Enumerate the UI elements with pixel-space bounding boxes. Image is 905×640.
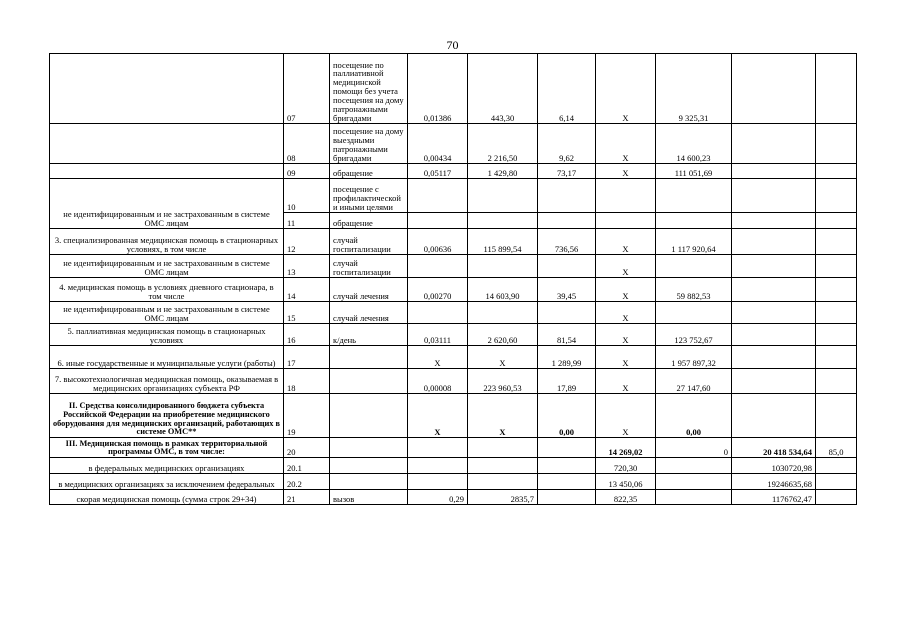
cell-share [816,324,857,346]
cell-budget-total [656,213,732,229]
cell-oms-total [732,324,816,346]
cell-norm: 0,00008 [408,369,468,394]
cell-oms-total [732,278,816,302]
cell-per-capita [538,490,596,505]
row-description: не идентифицированным и не застрахованным в системе ОМС лицам [50,255,284,278]
row-number: 10 [284,179,330,213]
row-number: 13 [284,255,330,278]
cell-cost: 223 960,53 [468,369,538,394]
cell-oms-total [732,179,816,213]
cell-budget-total: 0,00 [656,394,732,438]
cell-cost: 115 899,54 [468,229,538,255]
cell-per-capita [538,255,596,278]
cell-cost: X [468,394,538,438]
cell-per-capita: 9,62 [538,124,596,164]
table-row [50,179,857,213]
row-number: 20.2 [284,474,330,490]
cell-oms-per-capita: 720,30 [596,458,656,474]
cell-norm [408,458,468,474]
cell-budget-total [656,458,732,474]
cell-oms-per-capita: 14 269,02 [596,438,656,458]
cell-norm: 0,00636 [408,229,468,255]
row-unit [330,458,408,474]
table-row [50,278,857,302]
page-number: 70 [446,38,459,52]
table-row [50,346,857,369]
cell-oms-total [732,346,816,369]
cell-cost [468,438,538,458]
cell-cost [468,255,538,278]
cell-per-capita: 81,54 [538,324,596,346]
cell-norm [408,438,468,458]
cell-cost: 2835,7 [468,490,538,505]
row-description [50,124,284,164]
row-number: 07 [284,54,330,124]
row-unit [330,369,408,394]
cell-per-capita: 6,14 [538,54,596,124]
cell-per-capita: 736,56 [538,229,596,255]
cell-per-capita [538,458,596,474]
row-number: 14 [284,278,330,302]
cell-share [816,255,857,278]
cell-oms-total [732,229,816,255]
cell-oms-per-capita: 13 450,06 [596,474,656,490]
cell-budget-total [656,179,732,213]
row-unit [330,346,408,369]
row-unit: посещение на дому выездными патронажными бригадами [330,124,408,164]
cell-share [816,54,857,124]
cell-oms-per-capita: X [596,394,656,438]
cell-oms-per-capita: 822,35 [596,490,656,505]
cell-cost [468,458,538,474]
row-description [50,54,284,124]
row-number: 21 [284,490,330,505]
row-unit: случай лечения [330,278,408,302]
cell-share [816,302,857,324]
cell-share [816,490,857,505]
cell-oms-per-capita: X [596,324,656,346]
row-description: III. Медицинская помощь в рамках территориальной программы ОМС, в том числе: [50,438,284,458]
row-number: 09 [284,164,330,179]
cell-norm: 0,01386 [408,54,468,124]
cell-cost [468,474,538,490]
cell-oms-per-capita: X [596,124,656,164]
cell-cost: 14 603,90 [468,278,538,302]
cell-oms-total [732,164,816,179]
row-unit [330,474,408,490]
cell-per-capita: 17,89 [538,369,596,394]
cell-norm: 0,03111 [408,324,468,346]
row-unit: обращение [330,164,408,179]
cell-budget-total [656,302,732,324]
cell-norm: 0,00270 [408,278,468,302]
cell-cost: 2 620,60 [468,324,538,346]
cell-share [816,229,857,255]
cell-budget-total: 1 117 920,64 [656,229,732,255]
cell-norm [408,213,468,229]
cell-budget-total [656,474,732,490]
cell-oms-total [732,369,816,394]
cell-budget-total: 1 957 897,32 [656,346,732,369]
row-description: не идентифицированным и не застрахованным в системе ОМС лицам [50,302,284,324]
cell-oms-total: 20 418 534,64 [732,438,816,458]
cell-per-capita: 1 289,99 [538,346,596,369]
cell-oms-per-capita: X [596,54,656,124]
cell-norm [408,255,468,278]
cell-norm [408,302,468,324]
cell-norm: 0,05117 [408,164,468,179]
cell-oms-total [732,213,816,229]
table-row [50,490,857,505]
table-row [50,438,857,458]
cell-oms-total [732,255,816,278]
row-description: в федеральных медицинских организациях [50,458,284,474]
data-table [49,53,857,505]
row-unit: случай госпитализации [330,229,408,255]
cell-per-capita [538,474,596,490]
table-row [50,394,857,438]
row-number: 18 [284,369,330,394]
row-number: 20.1 [284,458,330,474]
row-number: 15 [284,302,330,324]
cell-budget-total [656,255,732,278]
table-row [50,458,857,474]
row-description [50,164,284,179]
row-unit: случай госпитализации [330,255,408,278]
cell-share: 85,0 [816,438,857,458]
row-unit: случай лечения [330,302,408,324]
cell-cost [468,302,538,324]
table-row [50,302,857,324]
row-unit: посещение с профилактической и иными целями [330,179,408,213]
row-description: в медицинских организациях за исключением федеральных [50,474,284,490]
cell-share [816,458,857,474]
row-unit [330,438,408,458]
row-number: 16 [284,324,330,346]
cell-budget-total: 59 882,53 [656,278,732,302]
table-row [50,255,857,278]
cell-oms-per-capita [596,179,656,213]
table-row [50,229,857,255]
cell-oms-total: 1030720,98 [732,458,816,474]
row-description: 6. иные государственные и муниципальные услуги (работы) [50,346,284,369]
cell-share [816,394,857,438]
cell-norm: 0,29 [408,490,468,505]
cell-budget-total: 111 051,69 [656,164,732,179]
cell-budget-total: 123 752,67 [656,324,732,346]
cell-oms-per-capita [596,213,656,229]
cell-norm: X [408,346,468,369]
cell-cost [468,179,538,213]
row-description: 4. медицинская помощь в условиях дневного стационара, в том числе [50,278,284,302]
row-description: 3. специализированная медицинская помощь в стационарных условиях, в том числе [50,229,284,255]
cell-cost: 1 429,80 [468,164,538,179]
cell-oms-per-capita: X [596,164,656,179]
row-description: II. Средства консолидированного бюджета субъекта Российской Федерации на приобретение медицинского оборудования для медицинских организаций, работающих в системе ОМС** [50,394,284,438]
row-description: 5. паллиативная медицинская помощь в стационарных условиях [50,324,284,346]
cell-cost: X [468,346,538,369]
cell-oms-total: 19246635,68 [732,474,816,490]
row-unit [330,394,408,438]
table-row [50,474,857,490]
row-number: 08 [284,124,330,164]
cell-oms-total [732,54,816,124]
cell-oms-total: 1176762,47 [732,490,816,505]
table-row [50,54,857,124]
row-unit: обращение [330,213,408,229]
cell-per-capita [538,179,596,213]
cell-per-capita [538,438,596,458]
cell-share [816,346,857,369]
cell-per-capita [538,213,596,229]
table-row [50,324,857,346]
table-row [50,369,857,394]
cell-oms-per-capita: X [596,229,656,255]
row-number: 11 [284,213,330,229]
row-description: скорая медицинская помощь (сумма строк 29+34) [50,490,284,505]
cell-share [816,179,857,213]
row-number: 20 [284,438,330,458]
row-number: 19 [284,394,330,438]
table-row [50,164,857,179]
cell-budget-total: 9 325,31 [656,54,732,124]
cell-per-capita: 73,17 [538,164,596,179]
cell-oms-total [732,302,816,324]
cell-oms-total [732,394,816,438]
cell-norm: X [408,394,468,438]
row-number: 17 [284,346,330,369]
table-row [50,124,857,164]
cell-share [816,164,857,179]
cell-cost: 443,30 [468,54,538,124]
cell-norm [408,474,468,490]
cell-oms-total [732,124,816,164]
cell-oms-per-capita: X [596,278,656,302]
cell-oms-per-capita: X [596,369,656,394]
cell-norm: 0,00434 [408,124,468,164]
cell-per-capita [538,302,596,324]
row-description: не идентифицированным и не застрахованным в системе ОМС лицам [50,179,284,229]
cell-share [816,278,857,302]
cell-norm [408,179,468,213]
row-unit: к/день [330,324,408,346]
cell-budget-total [656,490,732,505]
cell-share [816,124,857,164]
cell-oms-per-capita: X [596,255,656,278]
row-unit: вызов [330,490,408,505]
cell-share [816,474,857,490]
cell-budget-total: 27 147,60 [656,369,732,394]
cell-cost [468,213,538,229]
cell-per-capita: 39,45 [538,278,596,302]
cell-budget-total: 14 600,23 [656,124,732,164]
cell-cost: 2 216,50 [468,124,538,164]
row-description: 7. высокотехнологичная медицинская помощь, оказываемая в медицинских организациях субъекта РФ [50,369,284,394]
cell-share [816,369,857,394]
cell-per-capita: 0,00 [538,394,596,438]
row-unit: посещение по паллиативной медицинской помощи без учета посещения на дому патронажными бригадами [330,54,408,124]
cell-oms-per-capita: X [596,302,656,324]
cell-oms-per-capita: X [596,346,656,369]
cell-share [816,213,857,229]
row-number: 12 [284,229,330,255]
cell-budget-total: 0 [656,438,732,458]
